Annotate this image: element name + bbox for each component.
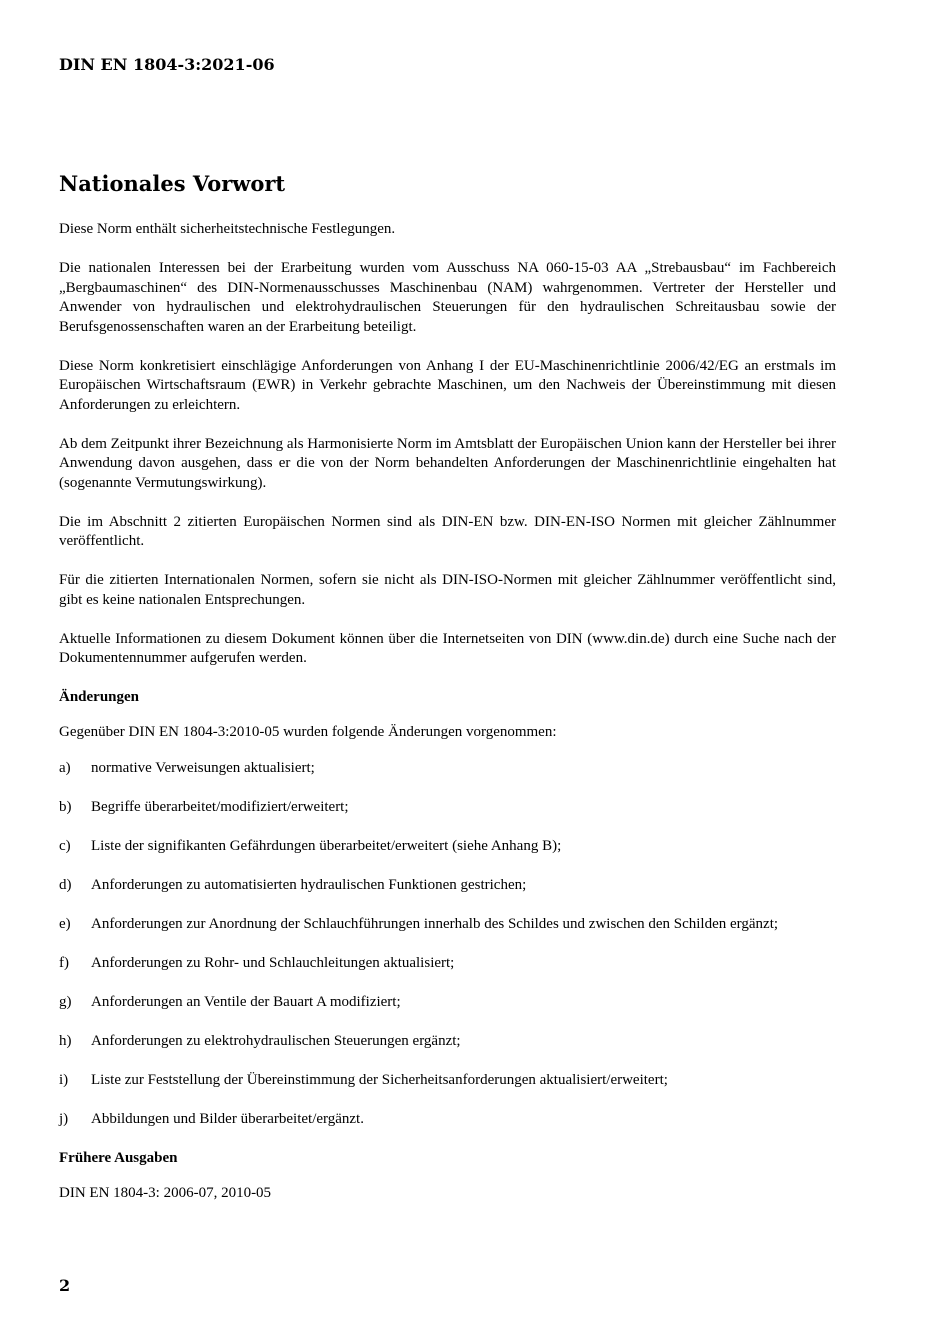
previous-editions-heading: Frühere Ausgaben bbox=[59, 1150, 178, 1166]
list-item bbox=[59, 837, 836, 857]
list-item-text: Anforderungen zu Rohr- und Schlauchleitungen aktualisiert; bbox=[91, 955, 455, 971]
list-item-text: normative Verweisungen aktualisiert; bbox=[91, 760, 315, 776]
paragraph: Ab dem Zeitpunkt ihrer Bezeichnung als Harmonisierte Norm im Amtsblatt der Europäischen Union kann der Hersteller bei ihrer Anwendung davon ausgehen, dass er die von der Norm behandelten Anforderungen der Maschinenrichtlinie eingehalten hat (sogenannte Vermutungswirkung). bbox=[59, 435, 836, 491]
list-marker: j) bbox=[59, 1111, 69, 1127]
list-item-text: Liste zur Feststellung der Übereinstimmung der Sicherheitsanforderungen aktualisiert/erweitert; bbox=[91, 1072, 668, 1088]
paragraph: Für die zitierten Internationalen Normen, sofern sie nicht als DIN-ISO-Normen mit gleicher Zählnummer veröffentlicht sind, gibt es keine nationalen Entsprechungen. bbox=[59, 572, 836, 608]
paragraph: Diese Norm konkretisiert einschlägige Anforderungen von Anhang I der EU-Maschinenrichtlinie 2006/42/EG an erstmals im Europäischen Wirtschaftsraum (EWR) in Verkehr gebrachte Maschinen, um den Nachweis der Übereinstimmung mit diesen Anforderungen zu erleichtern. bbox=[59, 357, 836, 413]
changes-intro: Gegenüber DIN EN 1804-3:2010-05 wurden folgende Änderungen vorgenommen: bbox=[59, 723, 557, 740]
list-item-text: Begriffe überarbeitet/modifiziert/erweitert; bbox=[91, 799, 349, 815]
changes-heading: Änderungen bbox=[59, 689, 140, 705]
changes-list bbox=[59, 759, 836, 1130]
previous-editions-text: DIN EN 1804-3: 2006-07, 2010-05 bbox=[59, 1184, 272, 1201]
list-item bbox=[59, 798, 836, 818]
list-item bbox=[59, 1110, 836, 1130]
paragraph: Diese Norm enthält sicherheitstechnische Festlegungen. bbox=[59, 221, 396, 237]
list-item bbox=[59, 1032, 836, 1052]
list-marker: f) bbox=[59, 955, 69, 971]
list-item-text: Anforderungen zu automatisierten hydraulischen Funktionen gestrichen; bbox=[91, 877, 527, 893]
list-item-text: Anforderungen an Ventile der Bauart A modifiziert; bbox=[91, 994, 401, 1010]
page-number: 2 bbox=[59, 1276, 71, 1295]
paragraph: Die nationalen Interessen bei der Erarbeitung wurden vom Ausschuss NA 060-15-03 AA „Strebausbau“ im Fachbereich „Bergbaumaschinen“ des DIN-Normenausschusses Maschinenbau (NAM) wahrgenommen. Vertreter der Hersteller und Anwender von hydraulischen und elektrohydraulischen Steuerungen für den hydraulischen Schreitausbau sowie der Berufsgenossenschaften waren an der Erarbeitung beteiligt. bbox=[59, 260, 836, 335]
list-item-text: Abbildungen und Bilder überarbeitet/ergänzt. bbox=[91, 1111, 364, 1127]
list-marker: e) bbox=[59, 916, 71, 932]
main-content bbox=[59, 220, 836, 1223]
document-header-id: DIN EN 1804-3:2021-06 bbox=[59, 55, 275, 74]
list-item bbox=[59, 759, 836, 779]
list-marker: a) bbox=[59, 760, 71, 776]
list-item-text: Anforderungen zur Anordnung der Schlauchführungen innerhalb des Schildes und zwischen den Schilden ergänzt; bbox=[91, 916, 779, 932]
list-item bbox=[59, 954, 836, 974]
list-marker: b) bbox=[59, 799, 72, 815]
list-item-text: Liste der signifikanten Gefährdungen überarbeitet/erweitert (siehe Anhang B); bbox=[91, 838, 562, 854]
list-item bbox=[59, 915, 836, 935]
list-item-text: Anforderungen zu elektrohydraulischen Steuerungen ergänzt; bbox=[91, 1033, 461, 1049]
paragraph: Die im Abschnitt 2 zitierten Europäischen Normen sind als DIN-EN bzw. DIN-EN-ISO Normen mit gleicher Zählnummer veröffentlicht. bbox=[59, 513, 836, 549]
list-item bbox=[59, 876, 836, 896]
page-title: Nationales Vorwort bbox=[59, 171, 286, 196]
list-item bbox=[59, 1071, 836, 1091]
list-marker: i) bbox=[59, 1072, 69, 1088]
paragraph: Aktuelle Informationen zu diesem Dokument können über die Internetseiten von DIN (www.din.de) durch eine Suche nach der Dokumentennummer aufgerufen werden. bbox=[59, 630, 836, 666]
list-item bbox=[59, 993, 836, 1013]
list-marker: g) bbox=[59, 994, 72, 1010]
list-marker: c) bbox=[59, 838, 71, 854]
list-marker: h) bbox=[59, 1033, 72, 1049]
list-marker: d) bbox=[59, 877, 72, 893]
